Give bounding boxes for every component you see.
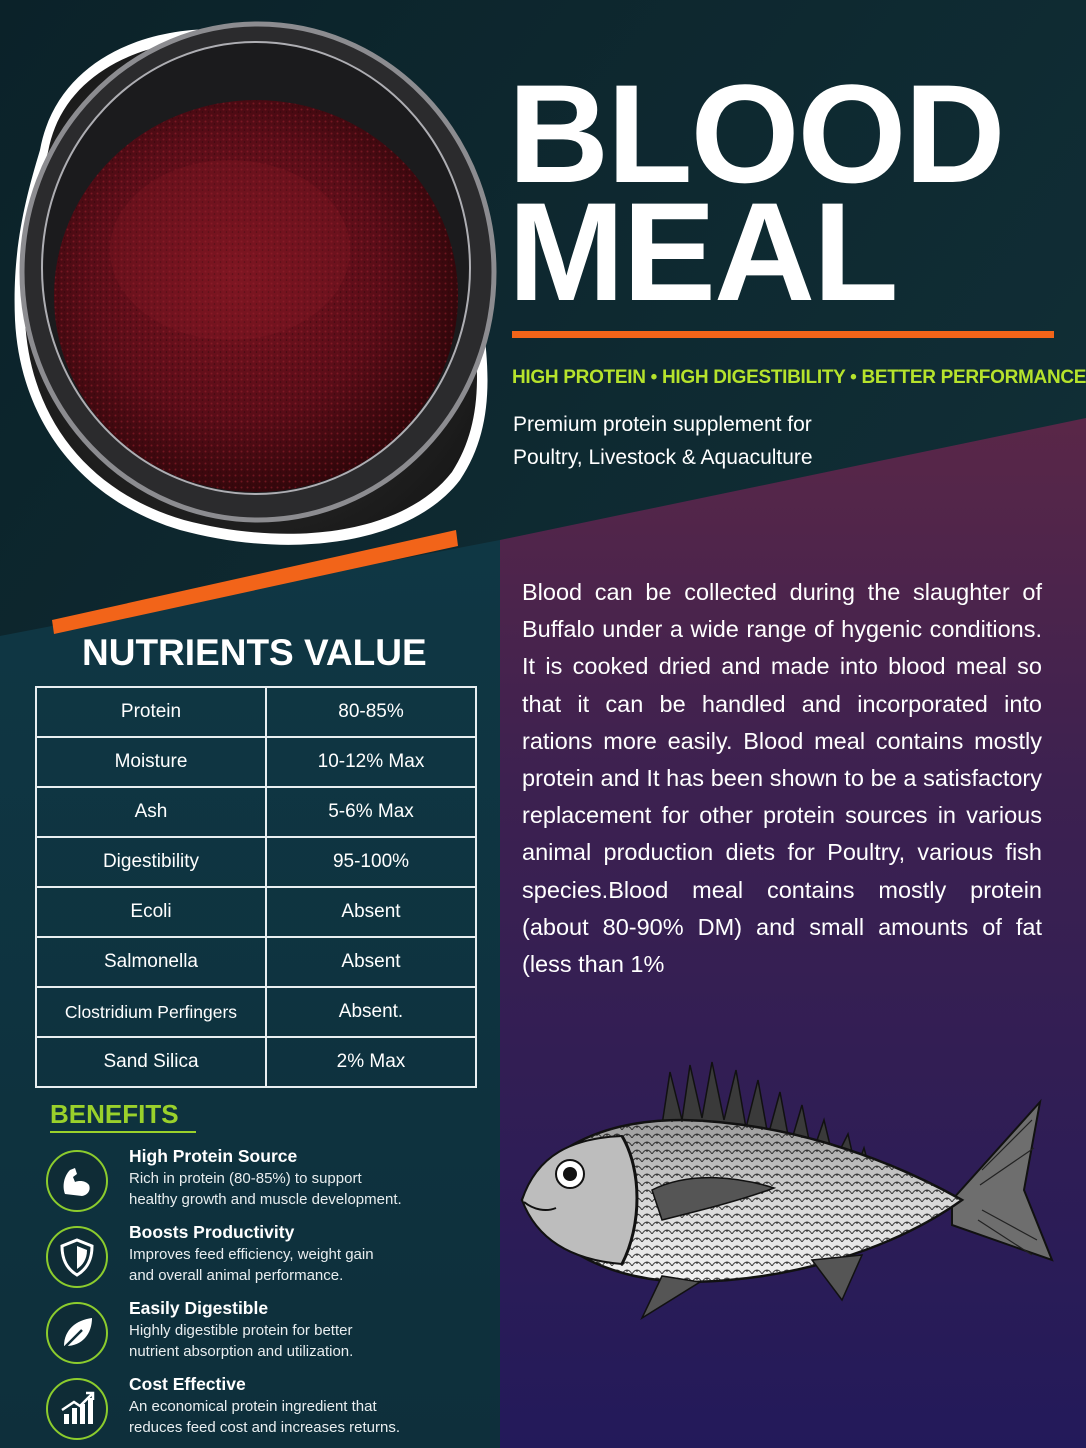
title-divider: [512, 331, 1054, 338]
benefit-text-line-2: reduces feed cost and increases returns.: [129, 1419, 400, 1436]
growth-chart-icon: [46, 1378, 108, 1440]
benefit-text: [129, 1320, 353, 1362]
benefit-title: Easily Digestible: [129, 1298, 269, 1318]
benefit-text-line-1: Highly digestible protein for better: [129, 1322, 353, 1339]
table-row: [36, 937, 476, 987]
nutrient-value: 5-6% Max: [266, 787, 476, 837]
subtitle-line-1: Premium protein supplement for: [513, 413, 812, 436]
shield-icon: [46, 1226, 108, 1288]
benefit-text: [129, 1396, 400, 1438]
table-row: [36, 687, 476, 737]
nutrient-name: Salmonella: [36, 937, 266, 987]
nutrient-name: Sand Silica: [36, 1037, 266, 1087]
nutrient-value: Absent: [266, 937, 476, 987]
description-paragraph: Blood can be collected during the slaughter of Buffalo under a wide range of hygenic conditions. It is cooked dried and made into blood meal so that it can be handled and incorporated into rations more easily. Blood meal contains mostly protein and It has been shown to be a satisfactory replacement for other protein sources in various animal production diets for Poultry, various fish species.Blood meal contains mostly protein (about 80-90% DM) and small amounts of fat (less than 1%: [522, 579, 1042, 978]
tagline: HIGH PROTEIN • HIGH DIGESTIBILITY • BETTER PERFORMANCE: [512, 367, 1086, 388]
subtitle-line-2: Poultry, Livestock & Aquaculture: [513, 446, 813, 469]
table-row: [36, 987, 476, 1037]
nutrient-name: Ecoli: [36, 887, 266, 937]
benefit-title: Cost Effective: [129, 1374, 246, 1394]
benefit-text: [129, 1244, 374, 1286]
nutrient-name: Clostridium Perfingers: [36, 987, 266, 1037]
nutrient-value: 2% Max: [266, 1037, 476, 1087]
benefit-text-line-2: nutrient absorption and utilization.: [129, 1343, 354, 1360]
benefit-item: [44, 1222, 504, 1292]
table-row: [36, 837, 476, 887]
benefit-text-line-1: Improves feed efficiency, weight gain: [129, 1246, 374, 1263]
title-line-2: MEAL: [508, 173, 897, 330]
benefit-text-line-1: Rich in protein (80-85%) to support: [129, 1170, 362, 1187]
nutrient-name: Protein: [36, 687, 266, 737]
benefit-text-line-1: An economical protein ingredient that: [129, 1398, 377, 1415]
table-row: [36, 1037, 476, 1087]
benefit-text-line-2: and overall animal performance.: [129, 1267, 344, 1284]
nutrient-name: Digestibility: [36, 837, 266, 887]
table-row: [36, 737, 476, 787]
nutrients-heading: NUTRIENTS VALUE: [82, 632, 427, 673]
blood-meal-bowl-image: [0, 0, 520, 560]
leaf-icon: [46, 1302, 108, 1364]
benefit-item: [44, 1374, 504, 1444]
benefit-item: [44, 1146, 504, 1216]
fish-illustration: [512, 1050, 1072, 1340]
benefit-item: [44, 1298, 504, 1368]
nutrient-value: 80-85%: [266, 687, 476, 737]
nutrients-table: [35, 686, 477, 1088]
table-row: [36, 887, 476, 937]
benefit-title: Boosts Productivity: [129, 1222, 295, 1242]
nutrient-name: Moisture: [36, 737, 266, 787]
table-row: [36, 787, 476, 837]
nutrient-value: 95-100%: [266, 837, 476, 887]
benefit-title: High Protein Source: [129, 1146, 298, 1166]
muscle-arm-icon: [46, 1150, 108, 1212]
nutrient-value: 10-12% Max: [266, 737, 476, 787]
benefits-underline: [50, 1131, 196, 1133]
benefit-text: [129, 1168, 402, 1210]
nutrient-value: Absent: [266, 887, 476, 937]
benefits-heading: BENEFITS: [50, 1099, 179, 1129]
benefit-text-line-2: healthy growth and muscle development.: [129, 1191, 402, 1208]
nutrient-value: Absent.: [266, 987, 476, 1037]
title-line-1: BLOOD: [508, 55, 1004, 212]
nutrient-name: Ash: [36, 787, 266, 837]
